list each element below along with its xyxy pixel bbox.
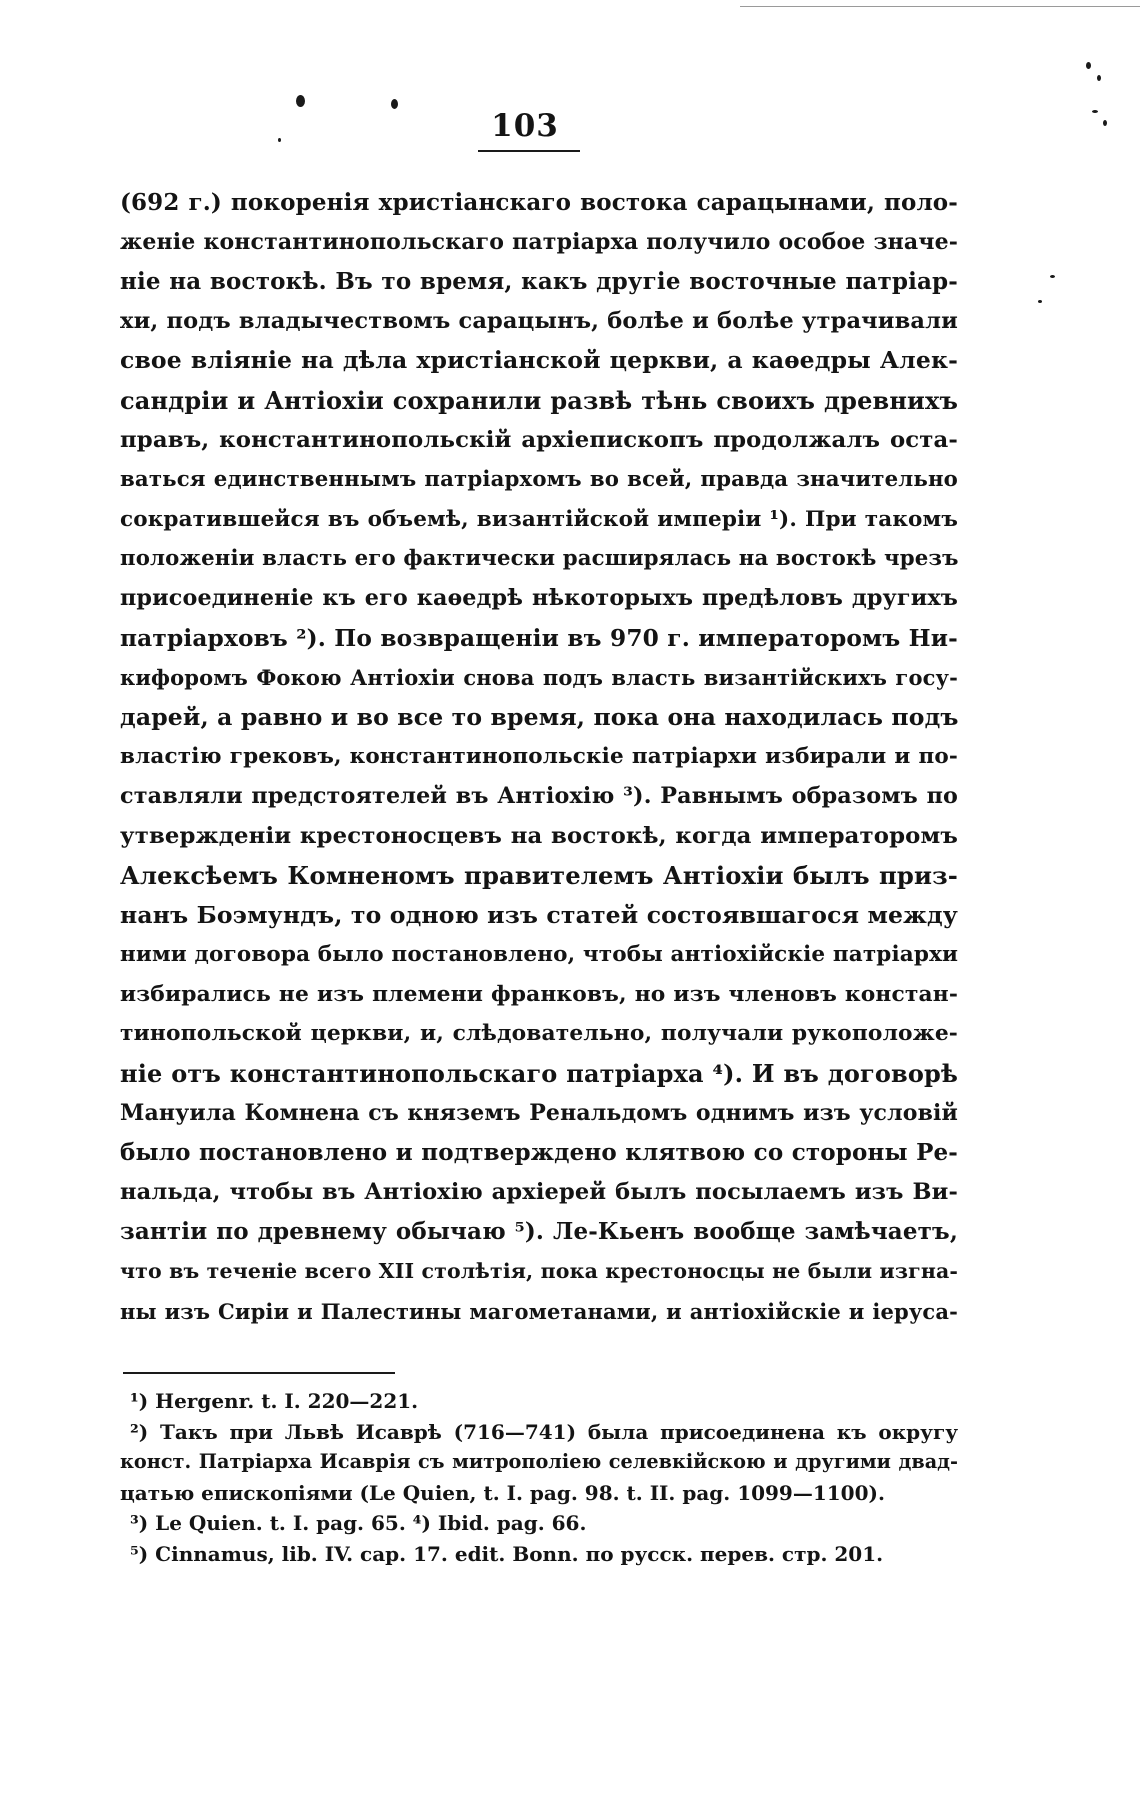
text-line: присоединеніе къ его каѳедрѣ нѣкоторыхъ предѣловъ другихъ	[120, 584, 958, 611]
text-line: тинопольской церкви, и, слѣдовательно, получали рукоположе-	[120, 1021, 958, 1047]
scan-speck	[1092, 110, 1098, 113]
text-line: зантіи по древнему обычаю ⁵). Ле-Кьенъ вообще замѣчаетъ,	[120, 1218, 958, 1246]
footnote-separator	[123, 1372, 395, 1374]
text-line: властію грековъ, константинопольскіе патріархи избирали и по-	[120, 744, 958, 770]
scan-speck	[1086, 62, 1091, 69]
footnote-3-4: ³) Le Quien. t. I. pag. 65. ⁴) Ibid. pag. 66.	[130, 1511, 587, 1535]
text-line: женіе константинопольскаго патріарха получило особое значе-	[120, 228, 958, 255]
text-line: ваться единственнымъ патріархомъ во всей, правда значительно	[120, 467, 958, 493]
text-line: хи, подъ владычествомъ сарацынъ, болѣе и болѣе утрачивали	[120, 307, 958, 334]
text-line: ніе на востокѣ. Въ то время, какъ другіе восточные патріар-	[120, 268, 958, 296]
text-line: патріарховъ ²). По возвращеніи въ 970 г. императоромъ Ни-	[120, 624, 958, 652]
text-line: дарей, а равно и во все то время, пока она находилась подъ	[120, 702, 959, 731]
scan-speck	[278, 138, 281, 142]
scan-speck	[391, 99, 398, 109]
footnote-2: ²) Такъ при Львѣ Исаврѣ (716—741) была присоединена къ округу	[130, 1419, 958, 1444]
scan-edge-line	[740, 6, 1140, 7]
footnote-5: ⁵) Cinnamus, lib. IV. cap. 17. edit. Bonn. по русск. перев. стр. 201.	[130, 1541, 884, 1566]
footnotes	[120, 1386, 958, 1569]
text-line: правъ, константинопольскій архіепископъ продолжалъ оста-	[120, 426, 958, 453]
scan-speck	[296, 95, 305, 107]
text-line: нанъ Боэмундъ, то одною изъ статей состоявшагося между	[120, 900, 958, 929]
text-line: нальда, чтобы въ Антіохію архіерей былъ посылаемъ изъ Ви-	[120, 1178, 958, 1205]
text-line: Мануила Комнена съ княземъ Ренальдомъ однимъ изъ условій	[120, 1099, 958, 1126]
text-line: ставляли предстоятелей въ Антіохію ³). Равнымъ образомъ по	[120, 782, 958, 809]
footnote-2-continued: цатью епископіями (Le Quien, t. I. pag. 98. t. II. pag. 1099—1100).	[120, 1480, 885, 1505]
text-line: утвержденіи крестоносцевъ на востокѣ, когда императоромъ	[120, 822, 958, 849]
text-line: ними договора было постановлено, чтобы антіохійскіе патріархи	[120, 942, 959, 968]
text-line: ны изъ Сиріи и Палестины магометанами, и антіохійскіе и іеруса-	[120, 1298, 958, 1324]
scan-speck	[1097, 75, 1101, 81]
scan-speck	[1038, 300, 1042, 303]
footnote-2-continued: конст. Патріарха Исаврія съ митрополіею селевкійскою и другими двад-	[120, 1450, 958, 1473]
text-line: (692 г.) покоренія христіанскаго востока сарацынами, поло-	[120, 189, 958, 216]
footnote-1: ¹) Hergenr. t. I. 220—221.	[130, 1389, 419, 1413]
scan-speck	[1050, 275, 1055, 278]
page-number-underline	[478, 150, 580, 152]
page-number: 103	[491, 108, 559, 144]
body-text	[120, 183, 958, 1331]
text-line: избирались не изъ племени франковъ, но изъ членовъ констан-	[120, 981, 958, 1007]
text-line: что въ теченіе всего XII столѣтія, пока крестоносцы не были изгна-	[120, 1259, 959, 1284]
text-line: свое вліяніе на дѣла христіанской церкви, а каѳедры Алек-	[120, 346, 958, 375]
text-line: ніе отъ константинопольскаго патріарха ⁴). И въ договорѣ	[120, 1059, 958, 1089]
scan-speck	[1103, 120, 1107, 126]
text-line: Алексѣемъ Комненомъ правителемъ Антіохіи былъ приз-	[120, 861, 958, 891]
text-line: сократившейся въ объемѣ, византійской имперіи ¹). При такомъ	[120, 506, 958, 532]
text-line: было постановлено и подтверждено клятвою со стороны Ре-	[120, 1139, 958, 1167]
text-line: сандріи и Антіохіи сохранили развѣ тѣнь своихъ древнихъ	[120, 385, 958, 415]
text-line: кифоромъ Фокою Антіохіи снова подъ власть византійскихъ госу-	[120, 665, 958, 691]
text-line: положеніи власть его фактически расширялась на востокѣ чрезъ	[120, 546, 959, 572]
